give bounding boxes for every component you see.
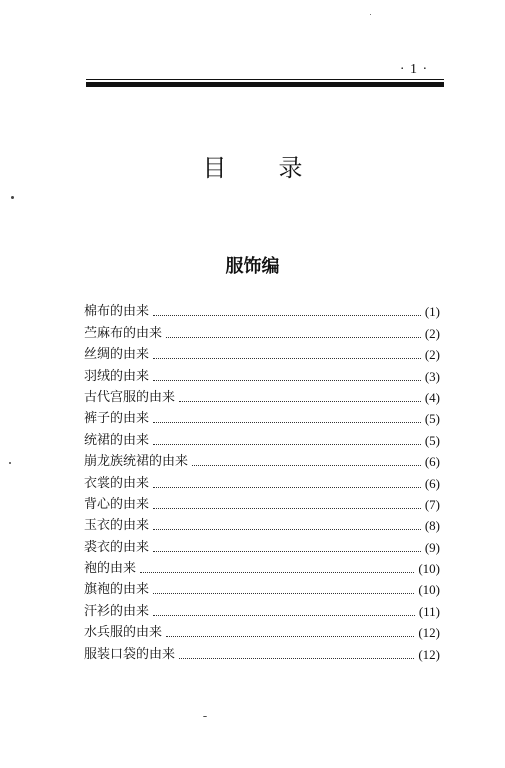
toc-entry[interactable] (84, 533, 440, 554)
toc-entry[interactable] (84, 597, 440, 618)
toc-leader-dots (192, 465, 421, 466)
header-rule-thin (86, 79, 444, 80)
toc-entry[interactable] (84, 640, 440, 661)
toc-entry[interactable] (84, 426, 440, 447)
toc-entry-page: (2) (424, 347, 440, 363)
toc-entry-label: 水兵服的由来 (84, 625, 163, 641)
toc-entry-label: 崩龙族统裙的由来 (84, 454, 189, 470)
scan-speck (11, 196, 14, 199)
toc-entry-page: (6) (424, 454, 440, 470)
toc-entry-label: 古代宫服的由来 (84, 389, 176, 405)
toc-entry-page: (7) (424, 496, 440, 512)
toc-leader-dots (153, 615, 415, 616)
toc-entry-page: (11) (418, 603, 440, 619)
toc-entry[interactable] (84, 298, 440, 319)
toc-entry[interactable] (84, 576, 440, 597)
toc-entry-page: (10) (418, 582, 440, 598)
toc-entry-page: (5) (424, 411, 440, 427)
toc-entry-label: 统裙的由来 (84, 432, 150, 448)
scan-speck (370, 14, 371, 15)
toc-entry-label: 裤子的由来 (84, 411, 150, 427)
toc-entry-label: 衣裳的由来 (84, 475, 150, 491)
scan-speck (9, 462, 11, 464)
toc-entry[interactable] (84, 555, 440, 576)
toc-leader-dots (179, 658, 414, 659)
toc-entry[interactable] (84, 362, 440, 383)
toc-entry-page: (8) (424, 518, 440, 534)
toc-entry-page: (5) (424, 432, 440, 448)
toc-leader-dots (153, 380, 421, 381)
toc-entry[interactable] (84, 491, 440, 512)
page-number: · 1 · (399, 62, 429, 77)
toc-entry[interactable] (84, 384, 440, 405)
toc-leader-dots (166, 337, 421, 338)
toc-leader-dots (153, 358, 421, 359)
toc-leader-dots (153, 487, 421, 488)
toc-leader-dots (153, 315, 421, 316)
toc-entry-label: 旗袍的由来 (84, 582, 150, 598)
toc-entry-label: 玉衣的由来 (84, 518, 150, 534)
toc-entry-page: (12) (418, 625, 440, 641)
toc-entry[interactable] (84, 469, 440, 490)
toc-leader-dots (153, 508, 421, 509)
toc-entry[interactable] (84, 512, 440, 533)
toc-leader-dots (153, 593, 414, 594)
toc-leader-dots (140, 572, 414, 573)
toc-entry-page: (3) (424, 368, 440, 384)
toc-entry-label: 汗衫的由来 (84, 603, 150, 619)
toc-entry-label: 棉布的由来 (84, 304, 150, 320)
toc-entry-label: 苎麻布的由来 (84, 325, 163, 341)
toc-entry-page: (10) (418, 561, 440, 577)
toc-entry[interactable] (84, 448, 440, 469)
toc-entry-label: 裘衣的由来 (84, 539, 150, 555)
toc-entry[interactable] (84, 341, 440, 362)
toc-leader-dots (153, 444, 421, 445)
toc-entry-label: 羽绒的由来 (84, 368, 150, 384)
toc-entry-label: 袍的由来 (84, 561, 137, 577)
toc-entry-page: (9) (424, 539, 440, 555)
toc-entry[interactable] (84, 405, 440, 426)
toc-leader-dots (153, 422, 421, 423)
table-of-contents (84, 298, 440, 662)
toc-entry[interactable] (84, 319, 440, 340)
toc-entry-page: (4) (424, 389, 440, 405)
toc-leader-dots (153, 551, 421, 552)
toc-entry-label: 背心的由来 (84, 496, 150, 512)
toc-leader-dots (179, 401, 421, 402)
toc-leader-dots (153, 529, 421, 530)
header-rule-thick (86, 82, 444, 87)
toc-leader-dots (166, 636, 414, 637)
toc-entry-label: 服装口袋的由来 (84, 646, 176, 662)
section-title: 服饰编 (225, 256, 280, 277)
toc-entry-page: (6) (424, 475, 440, 491)
toc-entry-page: (12) (418, 646, 440, 662)
toc-entry-page: (2) (424, 325, 440, 341)
scan-speck (203, 716, 207, 717)
toc-entry-label: 丝绸的由来 (84, 347, 150, 363)
toc-entry-page: (1) (424, 304, 440, 320)
toc-entry[interactable] (84, 619, 440, 640)
contents-title: 目录 (202, 154, 355, 182)
